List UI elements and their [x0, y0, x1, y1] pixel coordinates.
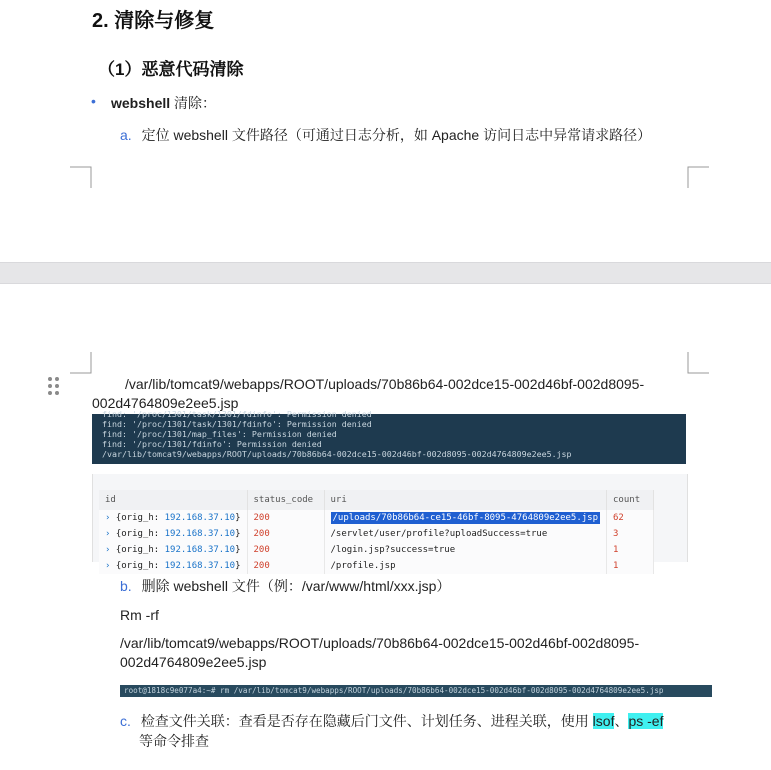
expand-chevron-icon[interactable]: › [105, 529, 111, 539]
status-cell: 200 [247, 542, 324, 558]
uri-cell [324, 510, 607, 526]
table-row[interactable] [99, 542, 654, 558]
count-cell: 1 [607, 558, 654, 574]
table-row[interactable] [99, 558, 654, 574]
page-corner-mark [687, 166, 709, 188]
bullet-item [111, 93, 216, 113]
table-header-row [99, 490, 654, 510]
table-row[interactable] [99, 510, 654, 526]
bullet-icon: • [91, 93, 96, 109]
drag-handle-icon[interactable] [48, 377, 60, 395]
ip-value: 192.168.37.10 [164, 561, 236, 571]
list-item-b [120, 576, 450, 596]
column-header: uri [324, 490, 607, 510]
path-line: /var/lib/tomcat9/webapps/ROOT/uploads/70b86b64-002dce15-002d46bf-002d8095- [120, 635, 640, 651]
webshell-path [92, 375, 644, 413]
ip-value: 192.168.37.10 [164, 529, 236, 539]
selected-uri: /uploads/70b86b64-ce15-46bf-8095-4764809e2ee5.jsp [332, 513, 599, 523]
column-header: count [607, 490, 654, 510]
terminal-line: find: '/proc/1301/map_files': Permission denied [102, 429, 337, 439]
column-header: id [99, 490, 247, 510]
ip-value: 192.168.37.10 [164, 513, 236, 523]
list-item-a [120, 125, 651, 145]
page-gap [0, 262, 771, 284]
id-cell: › {orig_h: 192.168.37.10} [99, 526, 247, 542]
ip-value: 192.168.37.10 [164, 545, 236, 555]
uri-cell: /login.jsp?success=true [324, 542, 607, 558]
page-corner-mark [70, 352, 92, 374]
column-header: status_code [247, 490, 324, 510]
status-cell: 200 [247, 558, 324, 574]
path-line: 002d4764809e2ee5.jsp [120, 654, 267, 670]
list-item-c: c. 检查文件关联：查看是否存在隐藏后门文件、计划任务、进程关联，使用 lsof、ps -ef 等命令排查 [120, 713, 664, 749]
list-text-a: 定位 webshell 文件路径（可通过日志分析，如 Apache 访问日志中异常请求路径） [141, 127, 652, 143]
status-cell: 200 [247, 510, 324, 526]
path-line: 002d4764809e2ee5.jsp [92, 395, 239, 411]
id-cell: › {orig_h: 192.168.37.10} [99, 542, 247, 558]
count-cell: 62 [607, 510, 654, 526]
page-corner-mark [687, 352, 709, 374]
list-marker-c: c. [120, 713, 131, 729]
terminal-line: /var/lib/tomcat9/webapps/ROOT/uploads/70b86b64-002dce15-002d46bf-002d8095-002d4764809e2ee5.jsp [102, 449, 572, 459]
list-text-c: 检查文件关联：查看是否存在隐藏后门文件、计划任务、进程关联，使用 [140, 713, 593, 729]
uri-cell: /profile.jsp [324, 558, 607, 574]
list-text-b: 删除 webshell 文件（例：/var/www/html/xxx.jsp） [141, 578, 451, 594]
expand-chevron-icon[interactable]: › [105, 561, 111, 571]
cmd-ps-ef: ps -ef [628, 713, 664, 729]
list-marker-a: a. [120, 127, 132, 143]
page-corner-mark [70, 166, 92, 188]
webshell-path-2 [120, 634, 639, 672]
rm-command-text: Rm -rf [120, 607, 159, 623]
terminal-line: find: '/proc/1301/fdinfo': Permission denied [102, 439, 322, 449]
id-cell: › {orig_h: 192.168.37.10} [99, 510, 247, 526]
section-heading: 2. 清除与修复 [92, 10, 215, 32]
log-table [99, 490, 654, 574]
expand-chevron-icon[interactable]: › [105, 545, 111, 555]
path-line: /var/lib/tomcat9/webapps/ROOT/uploads/70b86b64-002dce15-002d46bf-002d8095- [125, 376, 645, 392]
count-cell: 1 [607, 542, 654, 558]
table-row[interactable] [99, 526, 654, 542]
terminal-screenshot [92, 409, 686, 464]
count-cell: 3 [607, 526, 654, 542]
log-table-screenshot [92, 474, 688, 571]
status-cell: 200 [247, 526, 324, 542]
cmd-lsof: lsof [592, 713, 615, 729]
terminal-line: find: '/proc/1301/task/1301/fdinfo': Permission denied [102, 409, 372, 419]
expand-chevron-icon[interactable]: › [105, 513, 111, 523]
uri-cell: /servlet/user/profile?uploadSuccess=true [324, 526, 607, 542]
bullet-label: webshell [111, 95, 171, 111]
id-cell: › {orig_h: 192.168.37.10} [99, 558, 247, 574]
subsection-heading: （1）恶意代码清除 [98, 60, 244, 79]
list-text-c-cont: 等命令排查 [139, 733, 209, 749]
list-marker-b: b. [120, 578, 132, 594]
bullet-suffix: 清除： [170, 95, 217, 111]
terminal-rm-screenshot: root@1818c9e077a4:~# rm /var/lib/tomcat9/webapps/ROOT/uploads/70b86b64-002dce15-002d46bf-002d8095-002d4764809e2ee5.jsp [120, 685, 712, 697]
terminal-line: find: '/proc/1301/task/1301/fdinfo': Permission denied [102, 419, 372, 429]
